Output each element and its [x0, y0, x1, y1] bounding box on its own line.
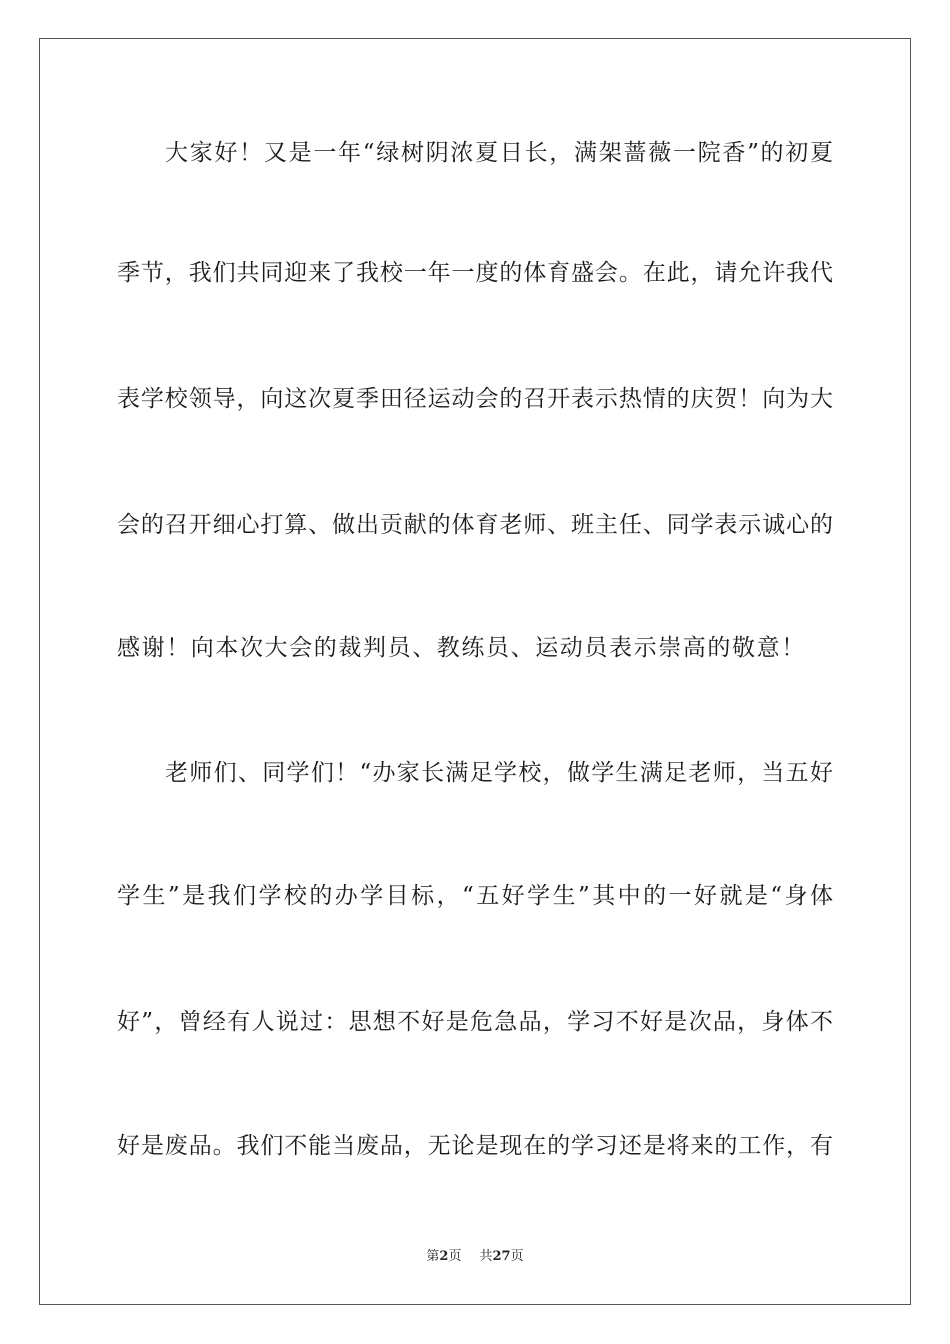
- paragraph-2-line-2: 学生”是我们学校的办学目标，“五好学生”其中的一好就是“身体: [117, 883, 833, 909]
- paragraph-2-line-3: 好”，曾经有人说过：思想不好是危急品，学习不好是次品，身体不: [117, 1009, 833, 1035]
- paragraph-1-line-4: 会的召开细心打算、做出贡献的体育老师、班主任、同学表示诚心的: [117, 512, 833, 538]
- page-prefix: 第: [426, 1249, 440, 1264]
- total-suffix: 页: [510, 1249, 524, 1264]
- paragraph-1-line-3: 表学校领导，向这次夏季田径运动会的召开表示热情的庆贺！向为大: [117, 386, 833, 412]
- page-number: 2: [439, 1249, 449, 1264]
- paragraph-2-line-4: 好是废品。我们不能当废品，无论是现在的学习还是将来的工作，有: [117, 1133, 833, 1159]
- paragraph-1-line-2: 季节，我们共同迎来了我校一年一度的体育盛会。在此，请允许我代: [117, 260, 833, 286]
- page-suffix: 页: [448, 1249, 462, 1264]
- total-prefix: 共: [479, 1249, 493, 1264]
- paragraph-1-line-5: 感谢！向本次大会的裁判员、教练员、运动员表示崇高的敬意！: [117, 635, 806, 661]
- paragraph-2-line-1: 老师们、同学们！“办家长满足学校，做学生满足老师，当五好: [165, 760, 833, 786]
- total-pages: 27: [492, 1249, 511, 1264]
- page-footer: [0, 1248, 950, 1266]
- page-border: [39, 38, 911, 1305]
- paragraph-1-line-1: 大家好！又是一年“绿树阴浓夏日长，满架蔷薇一院香”的初夏: [165, 140, 833, 166]
